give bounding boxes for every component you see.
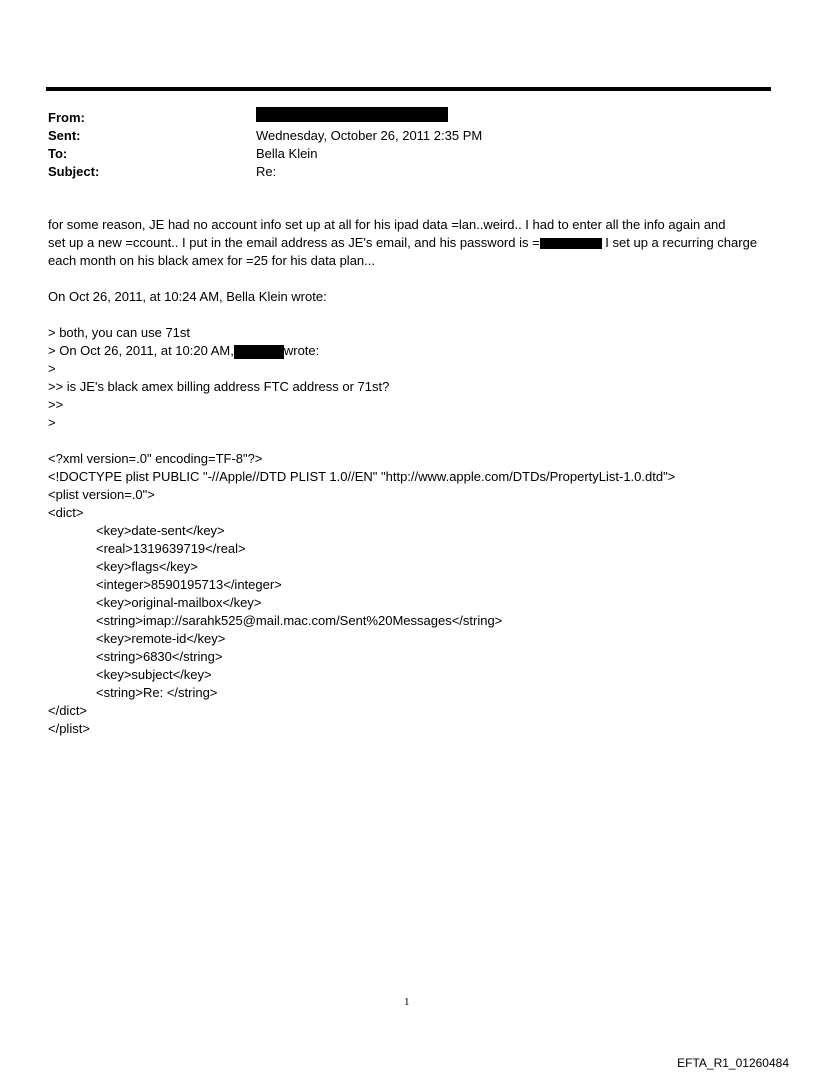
xml-line: <key>original-mailbox</key> xyxy=(96,595,262,610)
body-line xyxy=(48,234,768,252)
xml-line: <key>remote-id</key> xyxy=(96,631,226,646)
body-text: set up a new =ccount.. I put in the email address as JE's email, and his password is = xyxy=(48,235,540,250)
xml-line: </dict> xyxy=(48,703,88,718)
xml-line: <!DOCTYPE plist PUBLIC "-//Apple//DTD PLIST 1.0//EN" "http://www.apple.com/DTDs/PropertyList-1.0.dtd"> xyxy=(48,469,676,484)
bates-number: EFTA_R1_01260484 xyxy=(677,1056,789,1070)
quote-line: > xyxy=(48,415,56,430)
header-rule xyxy=(46,87,771,91)
redaction-block xyxy=(234,345,284,359)
quote-line: > xyxy=(48,361,56,376)
to-label: To: xyxy=(48,146,68,161)
xml-line: </plist> xyxy=(48,721,90,736)
email-body xyxy=(48,216,768,738)
xml-line: <key>subject</key> xyxy=(96,667,212,682)
xml-line: <key>date-sent</key> xyxy=(96,523,225,538)
xml-line: <string>Re: </string> xyxy=(96,685,218,700)
redaction-block xyxy=(256,107,448,122)
xml-line: <?xml version=.0" encoding=TF-8"?> xyxy=(48,451,263,466)
body-line: for some reason, JE had no account info set up at all for his ipad data =lan..weird.. I had to enter all the info again and xyxy=(48,217,726,232)
quote-line: > both, you can use 71st xyxy=(48,325,191,340)
quote-text: wrote: xyxy=(283,343,320,358)
xml-line: <real>1319639719</real> xyxy=(96,541,246,556)
xml-line: <string>6830</string> xyxy=(96,649,223,664)
quote-line xyxy=(48,342,768,360)
quote-line: >> is JE's black amex billing address FTC address or 71st? xyxy=(48,379,390,394)
quote-intro: On Oct 26, 2011, at 10:24 AM, Bella Klein wrote: xyxy=(48,289,327,304)
redaction-block xyxy=(540,238,602,249)
from-label: From: xyxy=(48,110,85,125)
sent-label: Sent: xyxy=(48,128,81,143)
subject-value: Re: xyxy=(256,164,277,179)
to-value: Bella Klein xyxy=(256,146,318,161)
body-text: I set up a recurring charge xyxy=(601,235,758,250)
from-value-redacted xyxy=(256,109,448,127)
subject-label: Subject: xyxy=(48,164,100,179)
page-number: 1 xyxy=(404,996,410,1008)
sent-value: Wednesday, October 26, 2011 2:35 PM xyxy=(256,128,483,143)
quote-line: >> xyxy=(48,397,64,412)
xml-line: <integer>8590195713</integer> xyxy=(96,577,282,592)
body-line: each month on his black amex for =25 for his data plan... xyxy=(48,253,375,268)
xml-line: <plist version=.0"> xyxy=(48,487,155,502)
xml-line: <string>imap://sarahk525@mail.mac.com/Sent%20Messages</string> xyxy=(96,613,503,628)
xml-line: <dict> xyxy=(48,505,84,520)
xml-line: <key>flags</key> xyxy=(96,559,198,574)
quote-text: > On Oct 26, 2011, at 10:20 AM, xyxy=(48,343,234,358)
